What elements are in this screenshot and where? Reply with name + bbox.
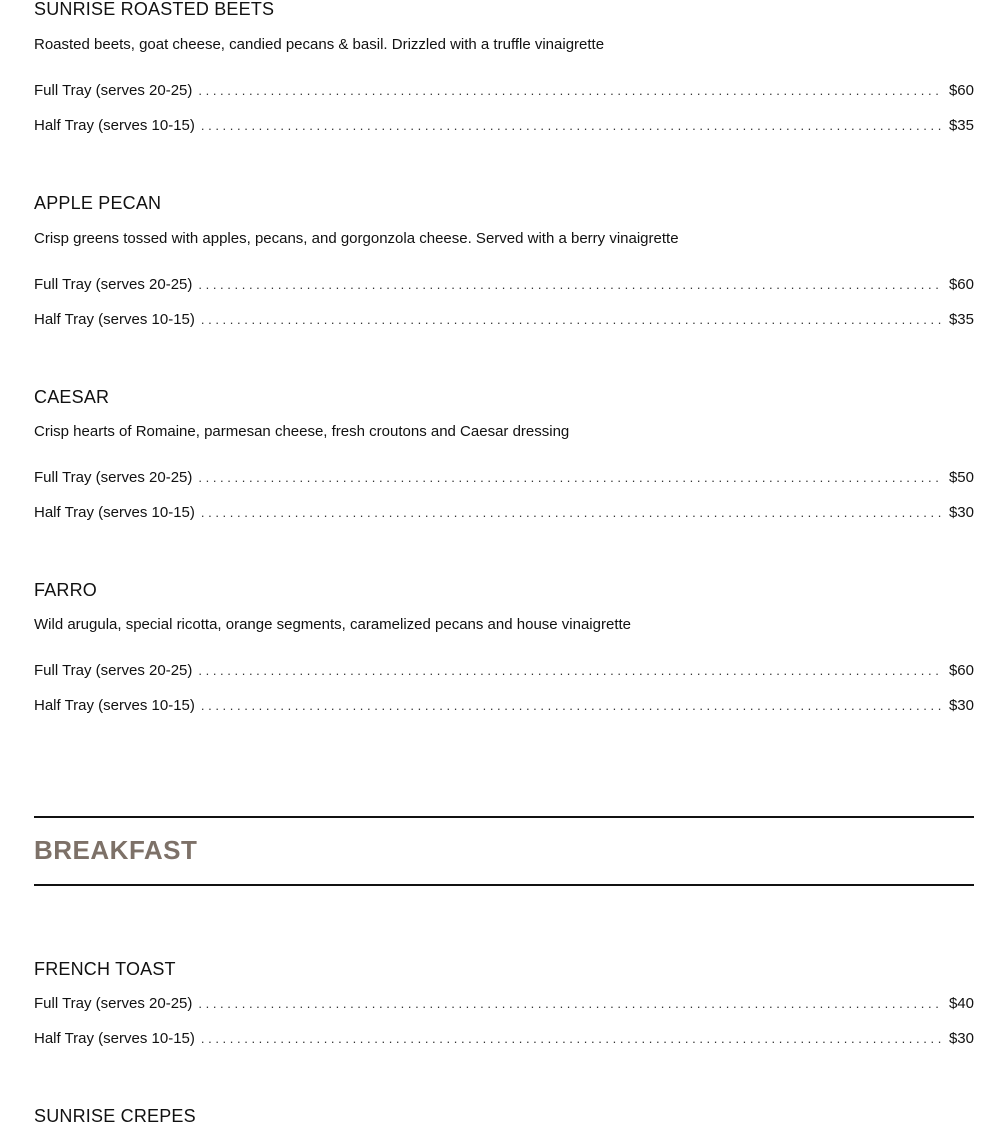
leader-dots [201,116,943,136]
item-title: SUNRISE CREPES [34,1106,196,1126]
item-description: Wild arugula, special ricotta, orange segments, caramelized pecans and house vinaigrette [34,616,631,633]
item-title: SUNRISE ROASTED BEETS [34,0,275,19]
tray-price: $30 [948,504,974,521]
tray-price: $30 [948,697,974,714]
tray-price: $60 [948,82,974,99]
menu-item [34,579,974,601]
item-title: FRENCH TOAST [34,959,176,979]
tray-price: $50 [948,469,974,486]
tray-label: Half Tray (serves 10-15) [34,504,195,521]
section-header-breakfast [34,816,974,886]
item-description: Crisp hearts of Romaine, parmesan cheese, fresh croutons and Caesar dressing [34,423,570,440]
menu-item [34,0,974,20]
tray-label: Half Tray (serves 10-15) [34,311,195,328]
tray-price: $35 [948,117,974,134]
leader-dots [201,310,943,330]
tray-price: $35 [948,311,974,328]
price-row-half [34,503,974,523]
price-row-half [34,310,974,330]
leader-dots [198,81,943,101]
item-title: CAESAR [34,387,110,407]
menu-item [34,1105,974,1127]
section-title: BREAKFAST [34,835,198,865]
tray-label: Full Tray (serves 20-25) [34,469,193,486]
leader-dots [198,661,943,681]
tray-price: $40 [948,995,974,1012]
menu-item [34,386,974,408]
tray-label: Half Tray (serves 10-15) [34,117,195,134]
menu-item [34,958,974,980]
tray-label: Full Tray (serves 20-25) [34,662,193,679]
leader-dots [198,275,943,295]
price-row-full [34,275,974,295]
tray-label: Half Tray (serves 10-15) [34,1030,195,1047]
price-row-full [34,994,974,1014]
leader-dots [201,503,943,523]
item-description: Roasted beets, goat cheese, candied pecans & basil. Drizzled with a truffle vinaigrette [34,36,605,53]
tray-label: Full Tray (serves 20-25) [34,276,193,293]
tray-label: Full Tray (serves 20-25) [34,82,193,99]
menu-item [34,192,974,214]
leader-dots [198,994,943,1014]
tray-price: $60 [948,662,974,679]
item-title: FARRO [34,580,98,600]
price-row-full [34,81,974,101]
price-row-full [34,661,974,681]
tray-label: Half Tray (serves 10-15) [34,697,195,714]
item-description: Crisp greens tossed with apples, pecans, and gorgonzola cheese. Served with a berry vinaigrette [34,230,679,247]
price-row-full [34,468,974,488]
leader-dots [201,696,943,716]
tray-price: $60 [948,276,974,293]
price-row-half [34,116,974,136]
tray-label: Full Tray (serves 20-25) [34,995,193,1012]
leader-dots [198,468,943,488]
price-row-half [34,1029,974,1049]
price-row-half [34,696,974,716]
tray-price: $30 [948,1030,974,1047]
item-title: APPLE PECAN [34,193,162,213]
leader-dots [201,1029,943,1049]
